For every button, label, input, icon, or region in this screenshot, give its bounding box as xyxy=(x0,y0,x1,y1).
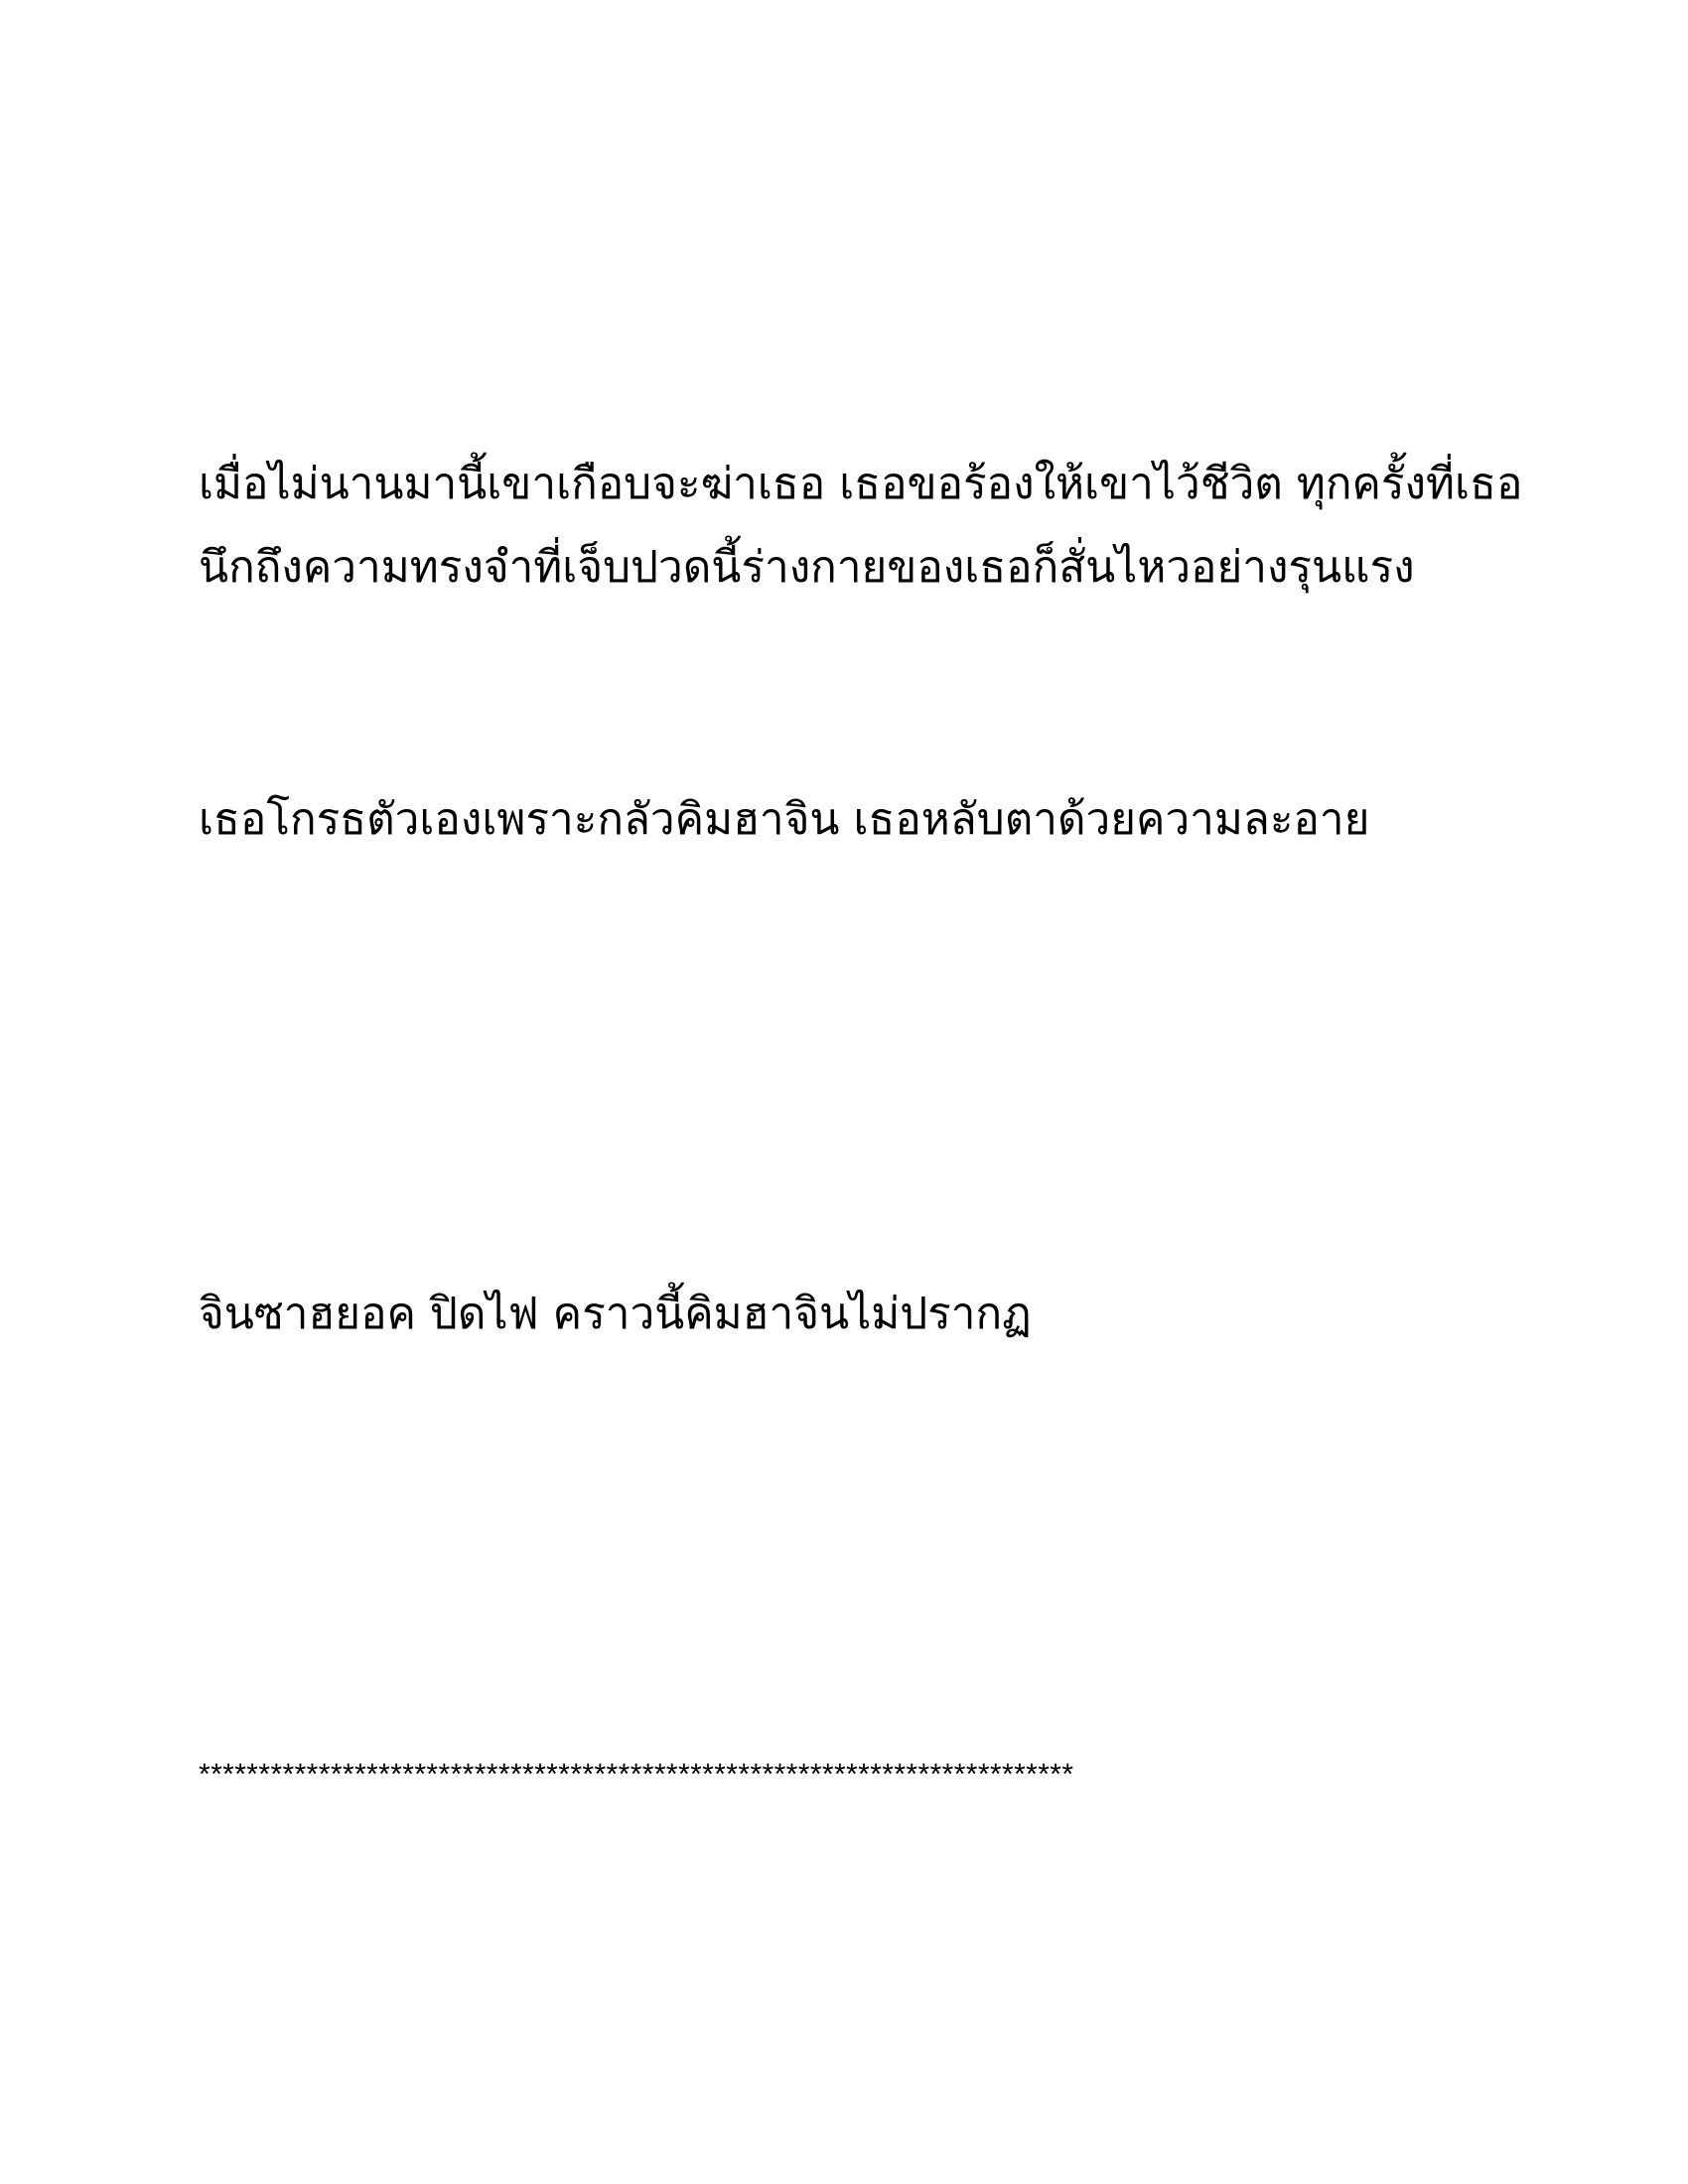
paragraph-1-line-2: นึกถึงความทรงจำที่เจ็บปวดนี้ร่างกายของเธอก็สั่นไหวอย่างรุนแรง xyxy=(199,542,1415,593)
paragraph-3 xyxy=(199,1273,1509,1356)
paragraph-2 xyxy=(199,778,1509,862)
paragraph-1-line-1: เมื่อไม่นานมานี้เขาเกือบจะฆ่าเธอ เธอขอร้องให้เขาไว้ชีวิต ทุกครั้งที่เธอ xyxy=(199,459,1523,509)
paragraph-2-line-1: เธอโกรธตัวเองเพราะกลัวคิมฮาจิน เธอหลับตาด้วยความละอาย xyxy=(199,794,1370,845)
paragraph-3-line-1: จินซาฮยอค ปิดไฟ คราวนี้คิมฮาจินไม่ปรากฏ xyxy=(199,1289,1032,1339)
paragraph-1 xyxy=(199,443,1523,610)
section-separator: ************************************************************************* xyxy=(199,1758,1074,1791)
